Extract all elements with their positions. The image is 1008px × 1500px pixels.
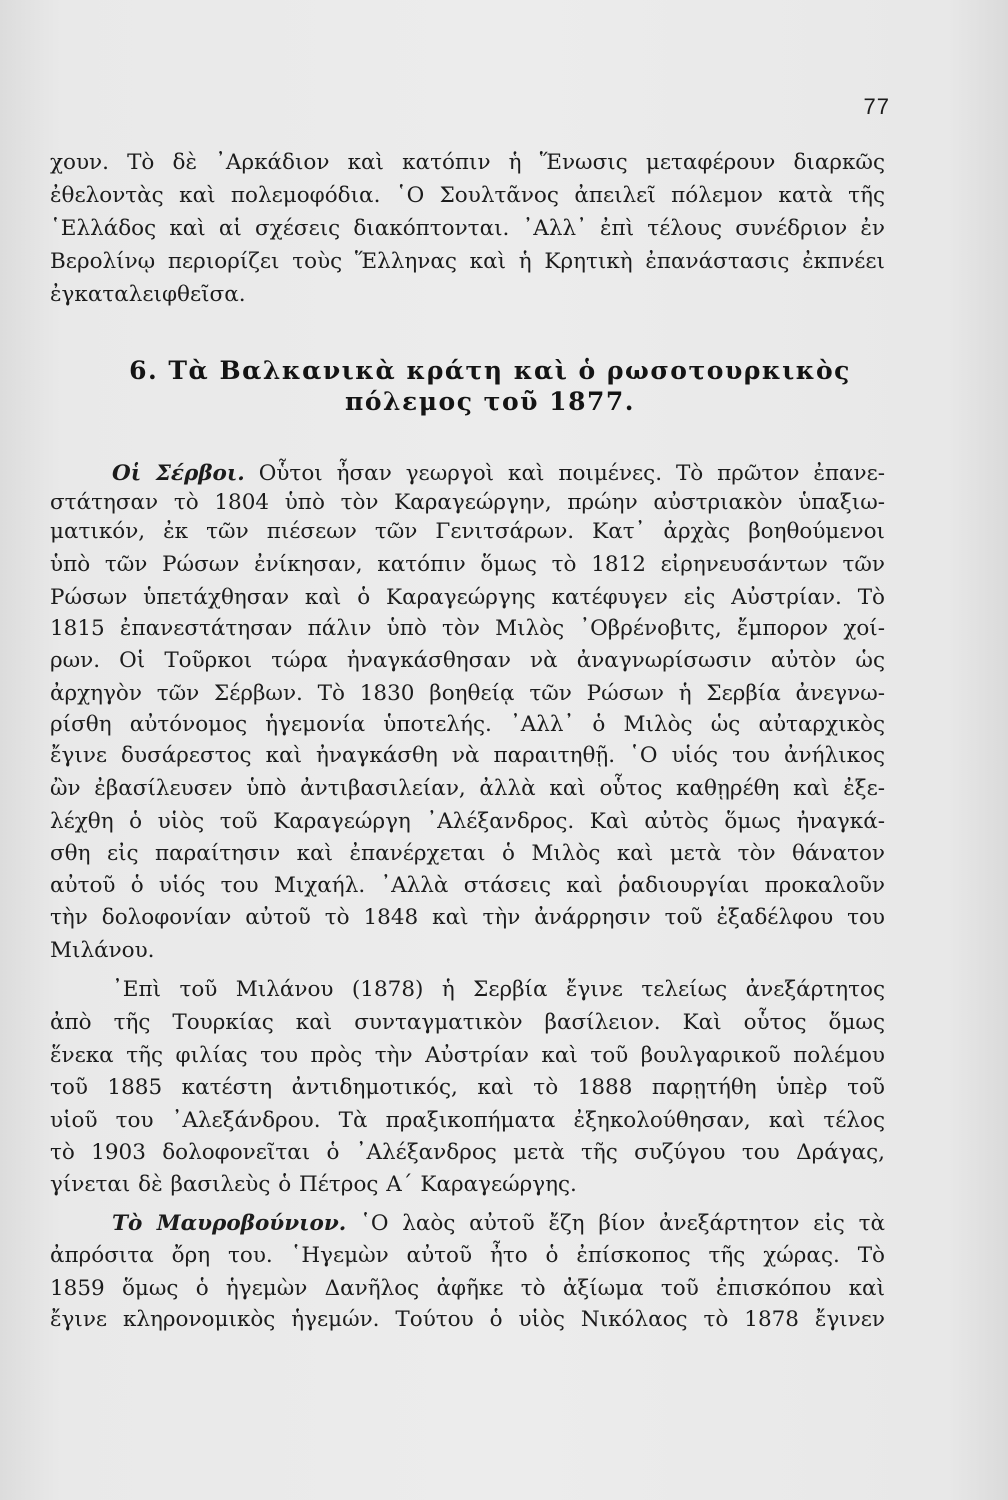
text-line: ἐθελοντὰς καὶ πολεμοφόδια. ῾Ο Σουλτᾶνος ἀπειλεῖ πόλεμον κατὰ τῆς	[50, 183, 885, 208]
text-line: ἔγινε κληρονομικὸς ἡγεμών. Τούτου ὁ υἱὸς Νικόλαος τὸ 1878 ἔγινεν	[50, 1307, 885, 1332]
text-line: σθη εἰς παραίτησιν καὶ ἐπανέρχεται ὁ Μιλὸς καὶ μετὰ τὸν θάνατον	[50, 841, 885, 866]
text-line: ὑπὸ τῶν Ρώσων ἐνίκησαν, κατόπιν ὅμως τὸ 1812 εἰρηνευσάντων τῶν	[50, 552, 885, 577]
text-line: Ρώσων ὑπετάχθησαν καὶ ὁ Καραγεώργης κατέφυγεν εἰς Αὐστρίαν. Τὸ	[50, 585, 885, 610]
page-number: 77	[863, 94, 890, 119]
text-line: Βερολίνῳ περιορίζει τοὺς Ἕλληνας καὶ ἡ Κρητικὴ ἐπανάστασις ἐκπνέει	[50, 249, 885, 274]
paragraph-first-line	[112, 1209, 885, 1238]
paragraph-first-line-text: ῾Ο λαὸς αὐτοῦ ἔζη βίον ἀνεξάρτητον εἰς τὰ	[346, 1211, 886, 1236]
text-line: ἔγινε δυσάρεστος καὶ ἠναγκάσθη νὰ παραιτηθῇ. ῾Ο υἱός του ἀνήλικος	[50, 743, 885, 768]
paragraph-lead-montenegro: Τὸ Μαυροβούνιον.	[112, 1211, 347, 1236]
text-line: ἀρχηγὸν τῶν Σέρβων. Τὸ 1830 βοηθείᾳ τῶν Ρώσων ἡ Σερβία ἀνεγνω-	[50, 681, 885, 706]
section-heading-line-2: πόλεμος τοῦ 1877.	[345, 387, 635, 416]
text-line: ἀπρόσιτα ὄρη του. ῾Ηγεμὼν αὐτοῦ ἦτο ὁ ἐπίσκοπος τῆς χώρας. Τὸ	[50, 1243, 885, 1268]
text-line: Μιλάνου.	[50, 938, 155, 963]
text-line: υἱοῦ του ᾿Αλεξάνδρου. Τὰ πραξικοπήματα ἐξηκολούθησαν, καὶ τέλος	[50, 1108, 885, 1133]
section-heading-line-1: 6. Τὰ Βαλκανικὰ κράτη καὶ ὁ ρωσοτουρκικὸς	[129, 356, 851, 385]
paragraph-first-line-text: Οὗτοι ἦσαν γεωργοὶ καὶ ποιμένες. Τὸ πρῶτον ἐπανε-	[244, 461, 885, 486]
paragraph-lead-serbs: Οἱ Σέρβοι.	[112, 461, 245, 486]
text-line: ἐγκαταλειφθεῖσα.	[50, 282, 246, 307]
text-line: ρων. Οἱ Τοῦρκοι τώρα ἠναγκάσθησαν νὰ ἀναγνωρίσωσιν αὐτὸν ὡς	[50, 648, 885, 673]
text-line: ἀπὸ τῆς Τουρκίας καὶ συνταγματικὸν βασίλειον. Καὶ οὗτος ὅμως	[50, 1010, 885, 1035]
text-line: γίνεται δὲ βασιλεὺς ὁ Πέτρος Α΄ Καραγεώργης.	[50, 1172, 577, 1197]
text-line: τὴν δολοφονίαν αὐτοῦ τὸ 1848 καὶ τὴν ἀνάρρησιν τοῦ ἐξαδέλφου του	[50, 905, 885, 930]
text-line: τοῦ 1885 κατέστη ἀντιδημοτικός, καὶ τὸ 1888 παρῃτήθη ὑπὲρ τοῦ	[50, 1075, 885, 1100]
text-line: στάτησαν τὸ 1804 ὑπὸ τὸν Καραγεώργην, πρώην αὐστριακὸν ὑπαξιω-	[50, 490, 885, 515]
text-line: ῾Ελλάδος καὶ αἱ σχέσεις διακόπτονται. ᾿Αλλ᾿ ἐπὶ τέλους συνέδριον ἐν	[50, 216, 885, 241]
text-line: 1815 ἐπανεστάτησαν πάλιν ὑπὸ τὸν Μιλὸς ᾿Οβρένοβιτς, ἔμπορον χοί-	[50, 616, 885, 641]
text-line: τὸ 1903 δολοφονεῖται ὁ ᾿Αλέξανδρος μετὰ τῆς συζύγου του Δράγας,	[50, 1140, 885, 1165]
text-line: ματικόν, ἐκ τῶν πιέσεων τῶν Γενιτσάρων. Κατ᾿ ἀρχὰς βοηθούμενοι	[50, 519, 885, 544]
text-line: λέχθη ὁ υἱὸς τοῦ Καραγεώργη ᾿Αλέξανδρος. Καὶ αὐτὸς ὅμως ἠναγκά-	[50, 809, 885, 834]
text-line: αὐτοῦ ὁ υἱός του Μιχαήλ. ᾿Αλλὰ στάσεις καὶ ῥαδιουργίαι προκαλοῦν	[50, 873, 885, 898]
text-line: χουν. Τὸ δὲ ᾿Αρκάδιον καὶ κατόπιν ἡ Ἕνωσις μεταφέρουν διαρκῶς	[50, 150, 885, 175]
text-line: ὢν ἐβασίλευσεν ὑπὸ ἀντιβασιλείαν, ἀλλὰ καὶ οὗτος καθῃρέθη καὶ ἐξε-	[50, 776, 885, 801]
text-line: 1859 ὅμως ὁ ἡγεμὼν Δανῆλος ἀφῆκε τὸ ἀξίωμα τοῦ ἐπισκόπου καὶ	[50, 1276, 885, 1301]
text-line: ἕνεκα τῆς φιλίας του πρὸς τὴν Αὐστρίαν καὶ τοῦ βουλγαρικοῦ πολέμου	[50, 1043, 885, 1068]
paragraph-first-line	[112, 459, 885, 488]
text-line: ρίσθη αὐτόνομος ἡγεμονία ὑποτελής. ᾿Αλλ᾿ ὁ Μιλὸς ὡς αὐταρχικὸς	[50, 712, 885, 737]
text-line: ᾿Επὶ τοῦ Μιλάνου (1878) ἡ Σερβία ἔγινε τελείως ἀνεξάρτητος	[112, 977, 885, 1002]
